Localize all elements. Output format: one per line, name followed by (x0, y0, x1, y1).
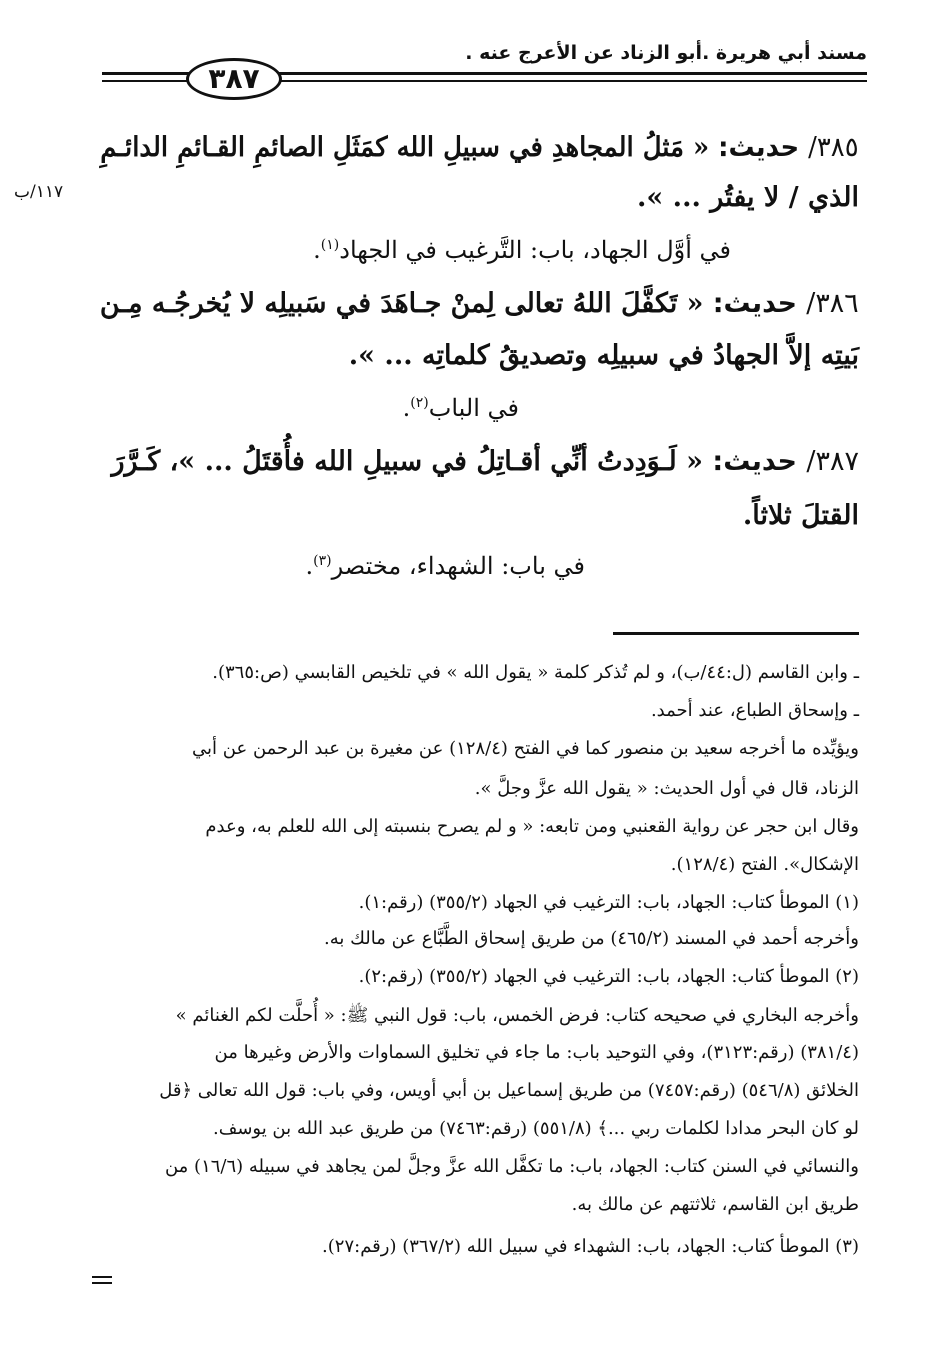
footnote-line: والنسائي في السنن كتاب: الجهاد، باب: ما تكفَّل الله عزَّ وجلَّ لمن يجاهد في سبيله (١٦/٦) من (164, 1156, 859, 1177)
hadith-385-source: في أوَّل الجهاد، باب: التَّرغيب في الجهاد$^{(١)}$. (313, 236, 731, 264)
footnote-line: لو كان البحر مدادا لكلمات ربي ...﴾ (٥٥١/٨) (رقم:٧٤٦٣) من طريق عبد الله بن يوسف. (212, 1118, 859, 1139)
footnote-ref: (٣) (313, 553, 332, 569)
hadith-387-line-1 (111, 446, 859, 477)
hadith-386-line-1 (100, 288, 859, 319)
footnote-line: (٣٨١/٤) (رقم:٣١٢٣)، وفي التوحيد باب: ما جاء في تخليق السماوات والأرض وغيرها من (214, 1042, 859, 1063)
hadith-386-line-2: بَيتِه إلاَّ الجهادُ في سبيلِه وتصديقُ كلماتِه ... ». (348, 340, 859, 371)
footnote-line: (١) الموطأ كتاب: الجهاد، باب: الترغيب في الجهاد (٣٥٥/٢) (رقم:١). (358, 892, 859, 913)
page-number: ٣٨٧ (186, 58, 282, 100)
running-title: مسند أبي هريرة .أبو الزناد عن الأعرج عنه . (465, 42, 867, 64)
hadith-label: حديث: (712, 446, 797, 477)
footnote-line: (٢) الموطأ كتاب: الجهاد، باب: الترغيب في الجهاد (٣٥٥/٢) (رقم:٢). (358, 966, 859, 987)
hadith-386-source: في الباب$^{(٢)}$. (402, 394, 519, 422)
footnote-line: (٣) الموطأ كتاب: الجهاد، باب: الشهداء في سبيل الله (٣٦٧/٢) (رقم:٢٧). (322, 1236, 859, 1257)
hadith-385-line-2: الذي / لا يفتُر ... ». (637, 182, 859, 213)
footnote-ref: (٢) (410, 395, 429, 411)
hadith-text: « تَكفَّلَ اللهُ تعالى لِمنْ جـاهَدَ في سَبيلِه لا يُخرجُـه مِـن (100, 288, 704, 319)
footnote-ref: (١) (320, 237, 340, 253)
footnote-line: طريق ابن القاسم، ثلاثتهم عن مالك به. (571, 1194, 859, 1215)
hadith-label: حديث: (718, 132, 800, 163)
footnote-line: ـ وابن القاسم (ل:٤٤/ب)، و لم تُذكر كلمة « يقول الله » في تلخيص القابسي (ص:٣٦٥). (212, 662, 859, 683)
hadith-text: « مَثلُ المجاهدِ في سبيلِ الله كمَثَلِ الصائمِ القـائمِ الدائـمِ (100, 132, 710, 163)
hadith-387-source: في باب: الشهداء، مختصر$^{(٣)}$. (305, 552, 585, 580)
source-text: في أوَّل الجهاد، باب: التَّرغيب في الجهاد (339, 236, 731, 264)
continuation-mark (92, 1276, 112, 1288)
source-text: في باب: الشهداء، مختصر (331, 552, 585, 580)
footnote-line: وقال ابن حجر عن رواية القعنبي ومن تابعه: « و لم يصرح بنسبته إلى الله للعلم به، وعدم (205, 816, 859, 837)
footnote-line: ـ وإسحاق الطباع، عند أحمد. (650, 700, 859, 721)
hadith-387-line-2: القتلَ ثلاثاً. (742, 500, 859, 531)
footnote-line: وأخرجه البخاري في صحيحه كتاب: فرض الخمس، باب: قول النبي ﷺ: « أُحلَّت لكم الغنائم » (175, 1005, 859, 1026)
footnote-line: الإشكال». الفتح (١٢٨/٤). (670, 854, 859, 875)
hadith-text: « لَـوَدِدتُ أنِّي أقـاتِلُ في سبيلِ الله فأُقتَلُ ... »، كَـرَّرَ (111, 446, 703, 477)
footnote-line: الخلائق (٥٤٦/٨) (رقم:٧٤٥٧) من طريق إسماعيل بن أبي أويس، وفي باب: قول الله تعالى ﴿قل (159, 1080, 859, 1101)
footnote-line: وأخرجه أحمد في المسند (٤٦٥/٢) من طريق إسحاق الطَّبَّاع عن مالك به. (324, 928, 859, 949)
hadith-number: ٣٨٥/ (808, 132, 859, 163)
hadith-385-line-1 (101, 132, 859, 163)
margin-folio-note: ١١٧/ب (14, 182, 64, 202)
source-text: في الباب (428, 394, 519, 422)
footnote-separator (613, 632, 859, 635)
footnote-line: ويؤيِّده ما أخرجه سعيد بن منصور كما في الفتح (١٢٨/٤) عن مغيرة بن عبد الرحمن عن أبي (192, 738, 859, 759)
footnote-line: الزناد، قال في أول الحديث: « يقول الله عزَّ وجلَّ ». (474, 778, 859, 799)
hadith-label: حديث: (713, 288, 798, 319)
hadith-number: ٣٨٧/ (806, 446, 859, 477)
hadith-number: ٣٨٦/ (806, 288, 859, 319)
